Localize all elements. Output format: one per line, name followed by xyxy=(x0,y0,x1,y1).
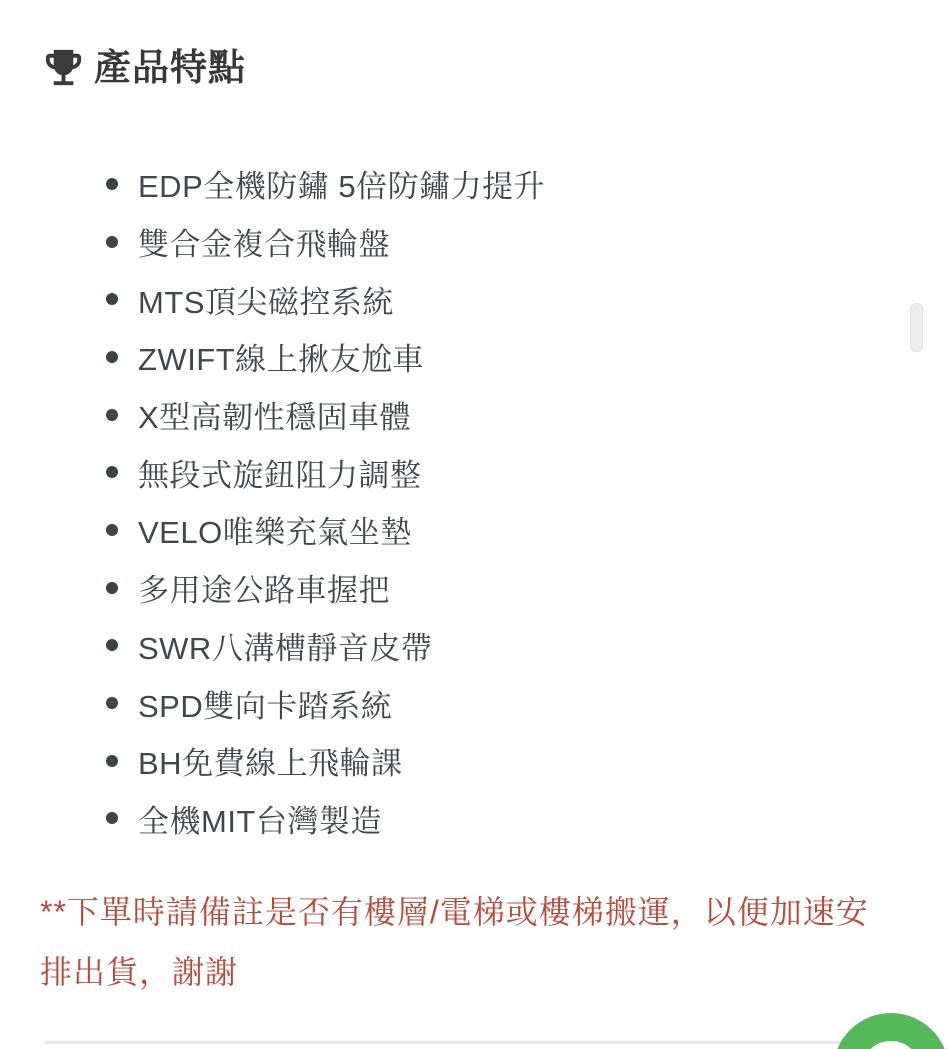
feature-item xyxy=(106,559,545,617)
bullet-icon xyxy=(106,639,118,651)
bullet-icon xyxy=(106,351,118,363)
bullet-icon xyxy=(106,582,118,594)
feature-item-text: X型高韌性穩固車體 xyxy=(138,400,412,436)
feature-item-text: 全機MIT台灣製造 xyxy=(138,803,382,839)
bullet-icon xyxy=(106,236,118,248)
feature-item-text: 多用途公路車握把 xyxy=(138,573,390,609)
shipping-note: **下單時請備註是否有樓層/電梯或樓梯搬運，以便加速安排出貨，謝謝 xyxy=(40,894,869,990)
section-header xyxy=(40,44,246,91)
bullet-icon xyxy=(106,697,118,709)
bullet-icon xyxy=(106,466,118,478)
feature-item-text: MTS頂尖磁控系統 xyxy=(138,284,394,320)
bullet-icon xyxy=(106,178,118,190)
feature-item xyxy=(106,443,545,501)
trophy-icon xyxy=(40,44,87,91)
feature-item-text: SWR八溝槽靜音皮帶 xyxy=(138,630,433,666)
bullet-icon xyxy=(106,293,118,305)
feature-item xyxy=(106,270,545,328)
section-divider xyxy=(45,1041,907,1044)
feature-item-text: BH免費線上飛輪課 xyxy=(138,746,403,782)
feature-item xyxy=(106,617,545,675)
feature-list xyxy=(106,155,545,847)
feature-item-text: ZWIFT線上揪友尬車 xyxy=(138,342,425,378)
feature-item-text: EDP全機防鏽 5倍防鏽力提升 xyxy=(138,169,546,205)
feature-item xyxy=(106,732,545,790)
feature-item xyxy=(106,501,545,559)
chat-widget-button[interactable] xyxy=(833,1013,949,1049)
feature-item xyxy=(106,386,545,444)
bullet-icon xyxy=(106,524,118,536)
bullet-icon xyxy=(106,812,118,824)
bullet-icon xyxy=(106,755,118,767)
feature-item-text: 無段式旋鈕阻力調整 xyxy=(138,457,422,493)
scrollbar-thumb[interactable] xyxy=(910,303,923,352)
bullet-icon xyxy=(106,409,118,421)
feature-item xyxy=(106,790,545,848)
feature-item xyxy=(106,674,545,732)
feature-item-text: SPD雙向卡踏系統 xyxy=(138,688,393,724)
section-title: 產品特點 xyxy=(94,47,246,88)
feature-item-text: 雙合金複合飛輪盤 xyxy=(138,227,390,263)
feature-item-text: VELO唯樂充氣坐墊 xyxy=(138,515,412,551)
feature-item xyxy=(106,155,545,213)
feature-item xyxy=(106,328,545,386)
feature-item xyxy=(106,213,545,271)
